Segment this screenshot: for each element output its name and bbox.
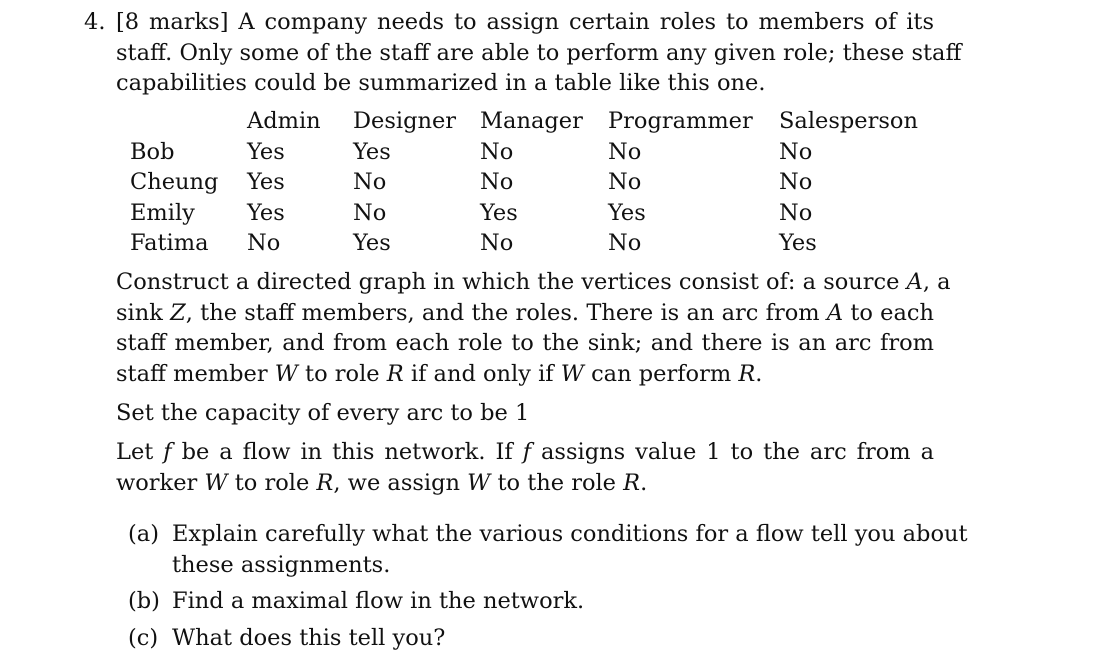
construct-text: , the staff members, and the roles. There is an arc from <box>185 299 827 326</box>
flow-line-2 <box>116 468 934 499</box>
header-admin: Admin <box>247 108 321 134</box>
subquestion-body <box>172 519 968 580</box>
construct-line-3: staff member, and from each role to the sink; and there is an arc from <box>116 330 934 356</box>
construct-text: Construct a directed graph in which the vertices consist of: a source <box>116 269 907 295</box>
construct-line-1 <box>116 267 951 298</box>
math-var: W <box>274 360 298 387</box>
cell-admin: Yes <box>247 138 285 165</box>
construct-text: if and only if <box>403 360 561 387</box>
table-row <box>130 198 919 229</box>
construct-line-4 <box>116 359 934 390</box>
cell-salesperson: No <box>779 169 813 195</box>
math-var: R <box>738 360 756 387</box>
construct-paragraph <box>116 267 951 389</box>
flow-text: worker <box>116 469 205 496</box>
cell-programmer: No <box>608 230 642 256</box>
flow-text: to role <box>227 469 317 496</box>
subquestion-label: (b) <box>128 588 160 614</box>
capacity-line: Set the capacity of every arc to be 1 <box>116 400 530 426</box>
math-var: Z <box>170 299 186 326</box>
cell-salesperson: No <box>779 199 813 226</box>
subquestion-a-line-2: these assignments. <box>172 551 391 578</box>
capability-table <box>130 106 919 259</box>
cell-designer: No <box>353 169 387 195</box>
cell-designer: Yes <box>353 230 391 256</box>
header-salesperson: Salesperson <box>779 108 918 134</box>
staff-name: Bob <box>130 138 175 165</box>
construct-text: , a <box>922 269 951 295</box>
math-var: W <box>467 469 491 496</box>
table-row <box>130 228 919 259</box>
intro-line-2: staff. Only some of the staff are able to perform any given role; these staff <box>116 39 962 66</box>
header-programmer: Programmer <box>608 108 753 134</box>
header-manager: Manager <box>480 108 583 134</box>
math-var: R <box>386 360 404 387</box>
intro-line-1: [8 marks] A company needs to assign certain roles to members of its <box>116 9 934 35</box>
cell-salesperson: Yes <box>779 230 817 256</box>
flow-text: , we assign <box>333 469 468 496</box>
subquestion-body <box>172 586 934 617</box>
flow-paragraph <box>116 437 934 498</box>
cell-programmer: No <box>608 138 642 165</box>
construct-text: staff member <box>116 360 275 387</box>
cell-salesperson: No <box>779 138 813 165</box>
cell-manager: Yes <box>480 199 518 226</box>
cell-admin: No <box>247 230 281 256</box>
flow-text: . <box>640 469 648 496</box>
cell-admin: Yes <box>247 199 285 226</box>
construct-text: to role <box>297 360 387 387</box>
cell-designer: Yes <box>353 138 391 165</box>
subquestion-b-text: Find a maximal flow in the network. <box>172 588 585 614</box>
question-number: 4. <box>84 9 106 35</box>
cell-manager: No <box>480 230 514 256</box>
question-intro <box>116 7 962 99</box>
staff-name: Fatima <box>130 230 209 256</box>
cell-admin: Yes <box>247 169 285 195</box>
math-var: W <box>560 360 584 387</box>
cell-programmer: Yes <box>608 199 646 226</box>
construct-text: sink <box>116 299 171 326</box>
flow-text: to the role <box>490 469 624 496</box>
table-header-row <box>130 106 919 137</box>
table-row <box>130 137 919 168</box>
flow-text: Let <box>116 439 164 465</box>
staff-name: Emily <box>130 199 195 226</box>
construct-text: . <box>755 360 763 387</box>
flow-text: be a flow in this network. If <box>171 439 523 465</box>
cell-programmer: No <box>608 169 642 195</box>
cell-manager: No <box>480 169 514 195</box>
flow-line-1 <box>116 437 934 468</box>
header-designer: Designer <box>353 108 457 134</box>
subquestion-label: (c) <box>128 625 159 651</box>
table-row <box>130 167 919 198</box>
math-var: R <box>316 469 334 496</box>
math-var: R <box>623 469 641 496</box>
construct-line-2 <box>116 298 934 329</box>
intro-line-3: capabilities could be summarized in a table like this one. <box>116 70 766 96</box>
construct-text: can perform <box>583 360 739 387</box>
math-var: f <box>522 439 532 465</box>
flow-text: assigns value 1 to the arc from a <box>531 439 935 465</box>
subquestion-c-text: What does this tell you? <box>172 625 446 651</box>
cell-manager: No <box>480 138 514 165</box>
construct-text: to each <box>843 299 934 326</box>
math-var: f <box>163 439 172 465</box>
subquestion-body <box>172 623 934 654</box>
subquestion-label: (a) <box>128 521 159 547</box>
math-var: W <box>204 469 228 496</box>
capacity-paragraph <box>116 398 934 429</box>
math-var: A <box>906 269 923 295</box>
staff-name: Cheung <box>130 169 219 195</box>
subquestion-a-line-1: Explain carefully what the various conditions for a flow tell you about <box>172 521 968 547</box>
math-var: A <box>826 299 844 326</box>
header-empty <box>130 106 247 137</box>
cell-designer: No <box>353 199 387 226</box>
